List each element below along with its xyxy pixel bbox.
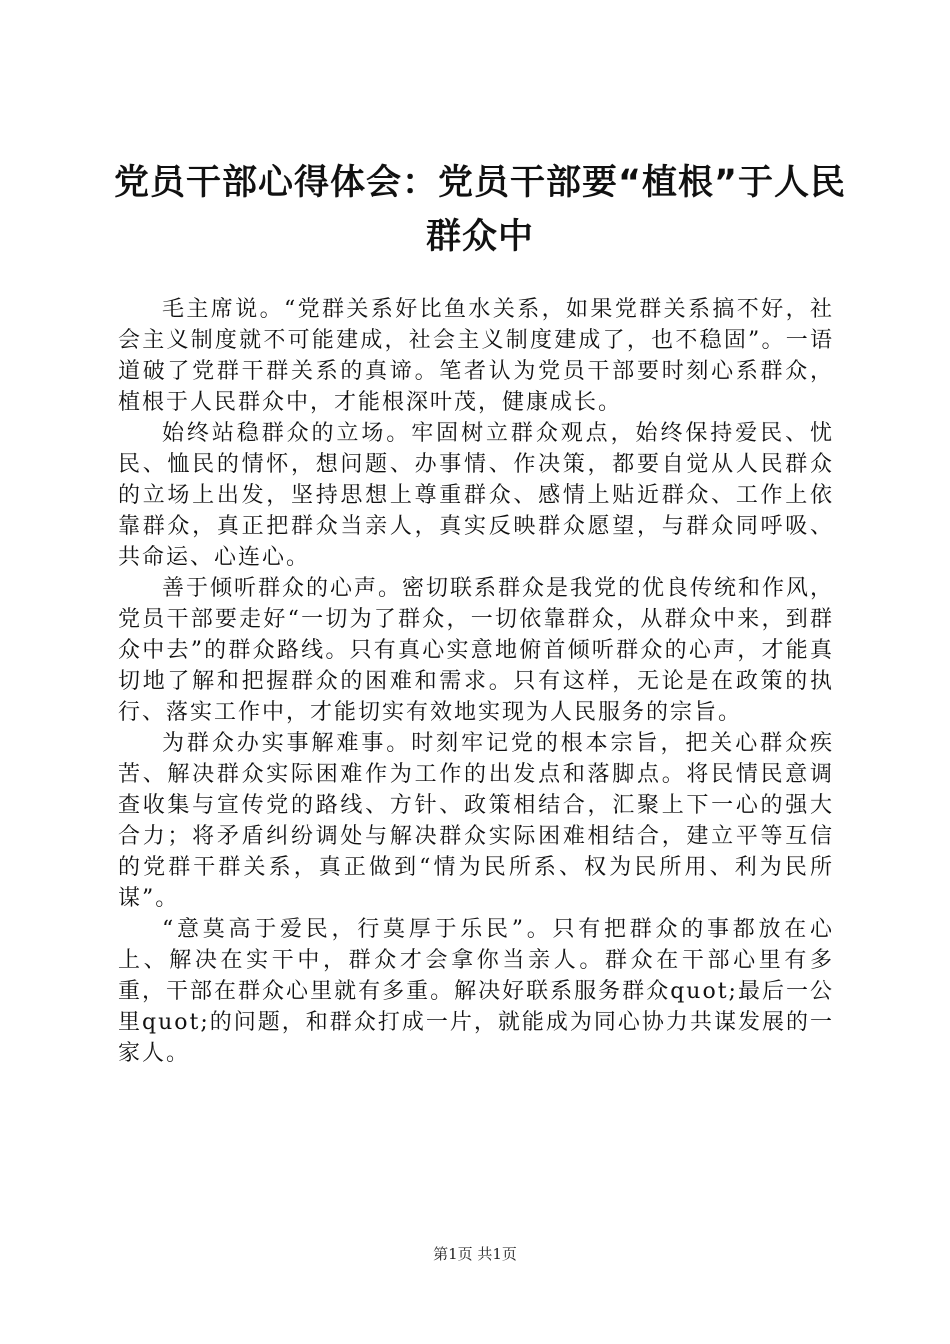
paragraph: 善于倾听群众的心声。密切联系群众是我党的优良传统和作风，党员干部要走好“一切为了群众，一切依靠群众，从群众中来，到群众中去”的群众路线。只有真心实意地俯首倾听群众的心声，才能真切地了解和把握群众的困难和需求。只有这样，无论是在政策的执行、落实工作中，才能切实有效地实现为人民服务的宗旨。 — [118, 576, 835, 725]
paragraph: “意莫高于爱民，行莫厚于乐民”。只有把群众的事都放在心上、解决在实干中，群众才会拿你当亲人。群众在干部心里有多重，干部在群众心里就有多重。解决好联系服务群众quot;最后一公里quot;的问题，和群众打成一片，就能成为同心协力共谋发展的一家人。 — [118, 917, 834, 1066]
paragraph: 始终站稳群众的立场。牢固树立群众观点，始终保持爱民、忧民、恤民的情怀，想问题、办事情、作决策，都要自觉从人民群众的立场上出发，坚持思想上尊重群众、感情上贴近群众、工作上依靠群众，真正把群众当亲人，真实反映群众愿望，与群众同呼吸、共命运、心连心。 — [118, 421, 834, 570]
paragraph: 为群众办实事解难事。时刻牢记党的根本宗旨，把关心群众疾苦、解决群众实际困难作为工作的出发点和落脚点。将民情民意调查收集与宣传党的路线、方针、政策相结合，汇聚上下一心的强大合力；将矛盾纠纷调处与解决群众实际困难相结合，建立平等互信的党群干群关系，真正做到“情为民所系、权为民所用、利为民所谋”。 — [118, 731, 834, 911]
document-title: 党员干部心得体会：党员干部要“植根”于人民群众中 — [113, 163, 846, 257]
page-number-footer: 第1页 共1页 — [433, 1245, 517, 1263]
document-body — [118, 294, 834, 1069]
paragraph: 毛主席说。“党群关系好比鱼水关系，如果党群关系搞不好，社会主义制度就不可能建成，社会主义制度建成了，也不稳固”。一语道破了党群干群关系的真谛。笔者认为党员干部要时刻心系群众，植根于人民群众中，才能根深叶茂，健康成长。 — [118, 297, 834, 415]
